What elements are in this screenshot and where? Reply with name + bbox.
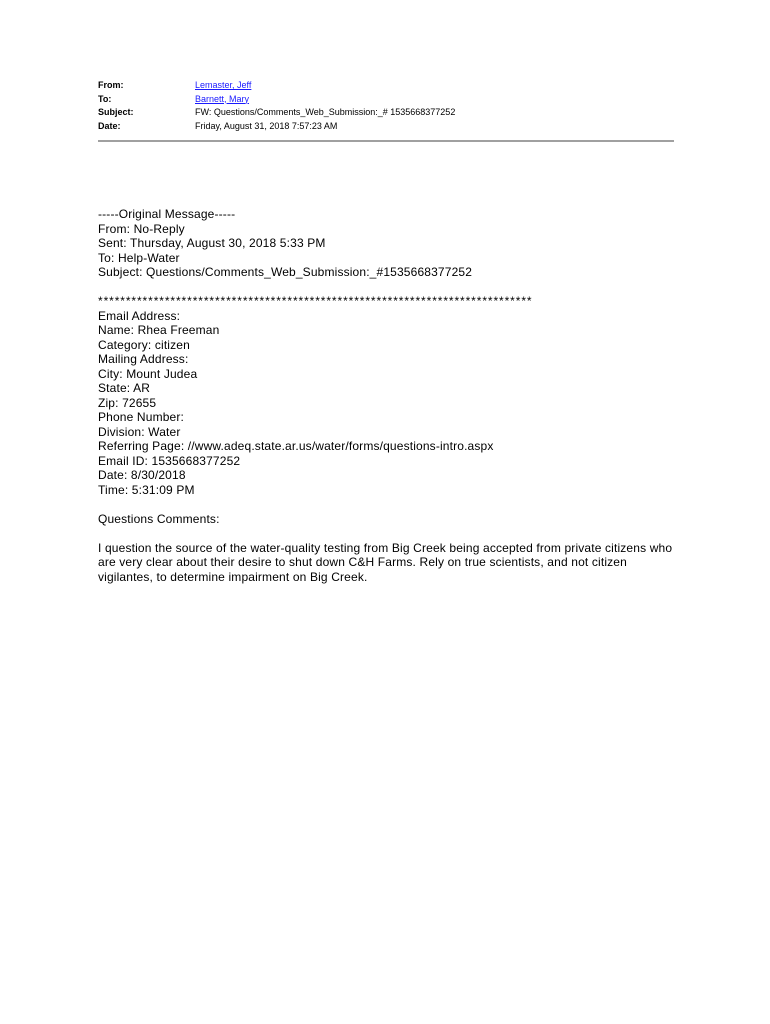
header-divider (98, 140, 674, 142)
asterisk-separator: ****************************************************************************** (98, 294, 533, 308)
form-name: Name: Rhea Freeman (98, 323, 220, 337)
form-time: Time: 5:31:09 PM (98, 482, 195, 497)
email-header (98, 79, 674, 133)
subject-value: FW: Questions/Comments_Web_Submission:_# 1535668377252 (195, 107, 456, 117)
form-division: Division: Water (98, 424, 181, 439)
header-from-row (98, 79, 674, 93)
form-category: Category: citizen (98, 337, 190, 352)
form-email-address: Email Address: (98, 308, 181, 323)
original-subject: Subject: Questions/Comments_Web_Submission:_#1535668377252 (98, 265, 473, 279)
header-subject-row (98, 106, 674, 120)
form-city: City: Mount Judea (98, 366, 198, 381)
from-label: From: (98, 80, 124, 90)
spacer (98, 280, 678, 295)
form-mailing-address: Mailing Address: (98, 352, 189, 366)
spacer (98, 497, 678, 512)
original-message-divider: -----Original Message----- (98, 207, 236, 221)
message-body (98, 207, 678, 584)
form-zip: Zip: 72655 (98, 395, 157, 410)
spacer (98, 526, 678, 541)
form-phone-number: Phone Number: (98, 410, 184, 424)
comment-text: I question the source of the water-quality testing from Big Creek being accepted from private citizens who are very clear about their desire to shut down C&H Farms. Rely on true scientists, and not citizen vigilantes, to determine impairment on Big Creek. (98, 540, 673, 584)
form-referring-page: Referring Page: //www.adeq.state.ar.us/water/forms/questions-intro.aspx (98, 439, 494, 453)
form-email-id: Email ID: 1535668377252 (98, 453, 241, 468)
from-link[interactable]: Lemaster, Jeff (195, 80, 252, 90)
form-state: State: AR (98, 381, 151, 395)
comments-heading: Questions Comments: (98, 511, 220, 526)
header-to-row (98, 93, 674, 107)
date-value: Friday, August 31, 2018 7:57:23 AM (195, 120, 338, 131)
to-label: To: (98, 93, 112, 104)
header-date-row (98, 120, 674, 134)
form-date: Date: 8/30/2018 (98, 468, 186, 482)
original-from: From: No-Reply (98, 221, 185, 236)
subject-label: Subject: (98, 107, 134, 117)
original-to: To: Help-Water (98, 250, 180, 265)
original-sent: Sent: Thursday, August 30, 2018 5:33 PM (98, 236, 326, 250)
date-label: Date: (98, 120, 121, 131)
to-link[interactable]: Barnett, Mary (195, 93, 250, 104)
